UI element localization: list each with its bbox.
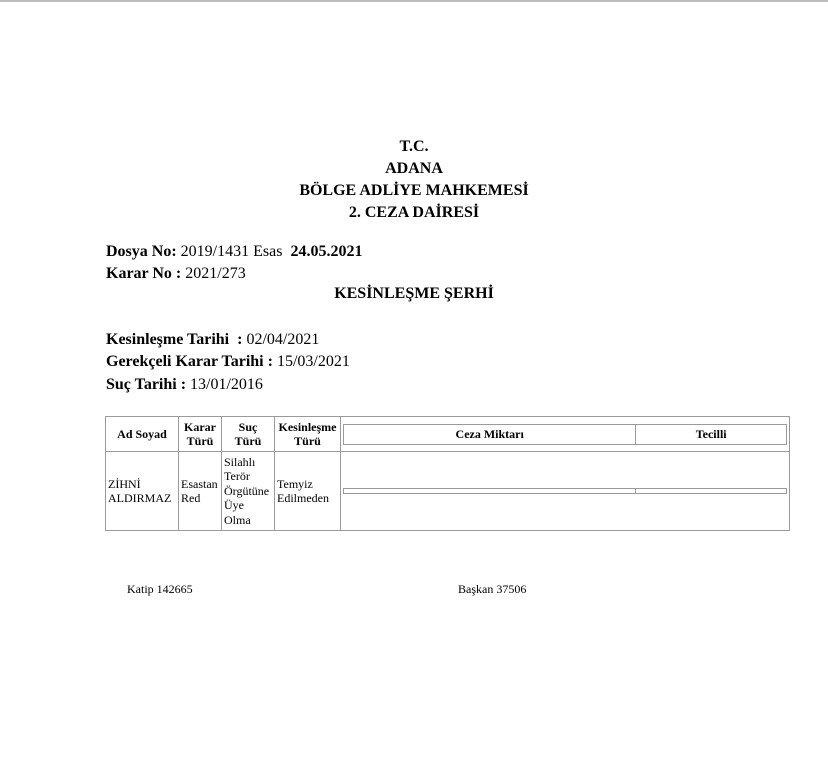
dosya-no-label: Dosya No [106, 243, 172, 260]
court-header [0, 136, 828, 224]
dosya-no-line: Dosya No: 2019/1431 Esas 24.05.2021 [106, 243, 363, 260]
cell-ceza-miktari [344, 489, 636, 494]
suc-tarihi-label: Suç Tarihi [106, 376, 177, 393]
cell-ceza-group [341, 452, 790, 531]
gerekceli-karar-tarihi-line: Gerekçeli Karar Tarihi : 15/03/2021 [106, 353, 350, 370]
cell-tecilli [636, 489, 787, 494]
kesinlesme-tarihi-label: Kesinleşme Tarihi [106, 331, 230, 348]
header-tc: T.C. [399, 138, 429, 155]
header-court: BÖLGE ADLİYE MAHKEMESİ [299, 182, 529, 199]
col-kesinlesme-turu: Kesinleşme Türü [275, 417, 341, 452]
col-suc-turu: Suç Türü [222, 417, 275, 452]
ceza-value-table [343, 488, 787, 494]
gerekceli-karar-tarihi-label: Gerekçeli Karar Tarihi [106, 353, 264, 370]
karar-no-line: Karar No : 2021/273 [106, 265, 246, 282]
cell-karar-turu: Esastan Red [179, 452, 222, 531]
dosya-date: 24.05.2021 [290, 243, 363, 260]
header-city: ADANA [385, 160, 443, 177]
col-ad-soyad: Ad Soyad [106, 417, 179, 452]
karar-no-label: Karar No [106, 265, 172, 282]
col-karar-turu: Karar Türü [179, 417, 222, 452]
col-tecilli: Tecilli [636, 424, 787, 444]
document-title: KESİNLEŞME ŞERHİ [334, 285, 494, 302]
table-row [106, 452, 790, 531]
kesinlesme-tarihi-value: 02/04/2021 [246, 331, 320, 348]
gerekceli-karar-tarihi-value: 15/03/2021 [276, 353, 350, 370]
table-header-row [106, 417, 790, 452]
top-border [0, 0, 828, 2]
col-ceza-miktari: Ceza Miktarı [344, 424, 636, 444]
ceza-header-table [343, 424, 787, 445]
cell-suc-turu: Silahlı Terör Örgütüne Üye Olma [222, 452, 275, 531]
katip-signature: Katip 142665 [127, 582, 193, 596]
baskan-signature: Başkan 37506 [458, 582, 527, 596]
dosya-no-value: 2019/1431 Esas [180, 243, 283, 260]
cell-kesinlesme-turu: Temyiz Edilmeden [275, 452, 341, 531]
karar-no-value: 2021/273 [185, 265, 246, 282]
suc-tarihi-line: Suç Tarihi : 13/01/2016 [106, 376, 263, 393]
suc-tarihi-value: 13/01/2016 [190, 376, 263, 393]
col-ceza-group [341, 417, 790, 452]
kesinlesme-tarihi-line: Kesinleşme Tarihi : 02/04/2021 [106, 331, 320, 348]
header-chamber: 2. CEZA DAİRESİ [348, 204, 480, 221]
verdict-table [105, 416, 790, 531]
cell-ad-soyad: ZİHNİ ALDIRMAZ [106, 452, 179, 531]
